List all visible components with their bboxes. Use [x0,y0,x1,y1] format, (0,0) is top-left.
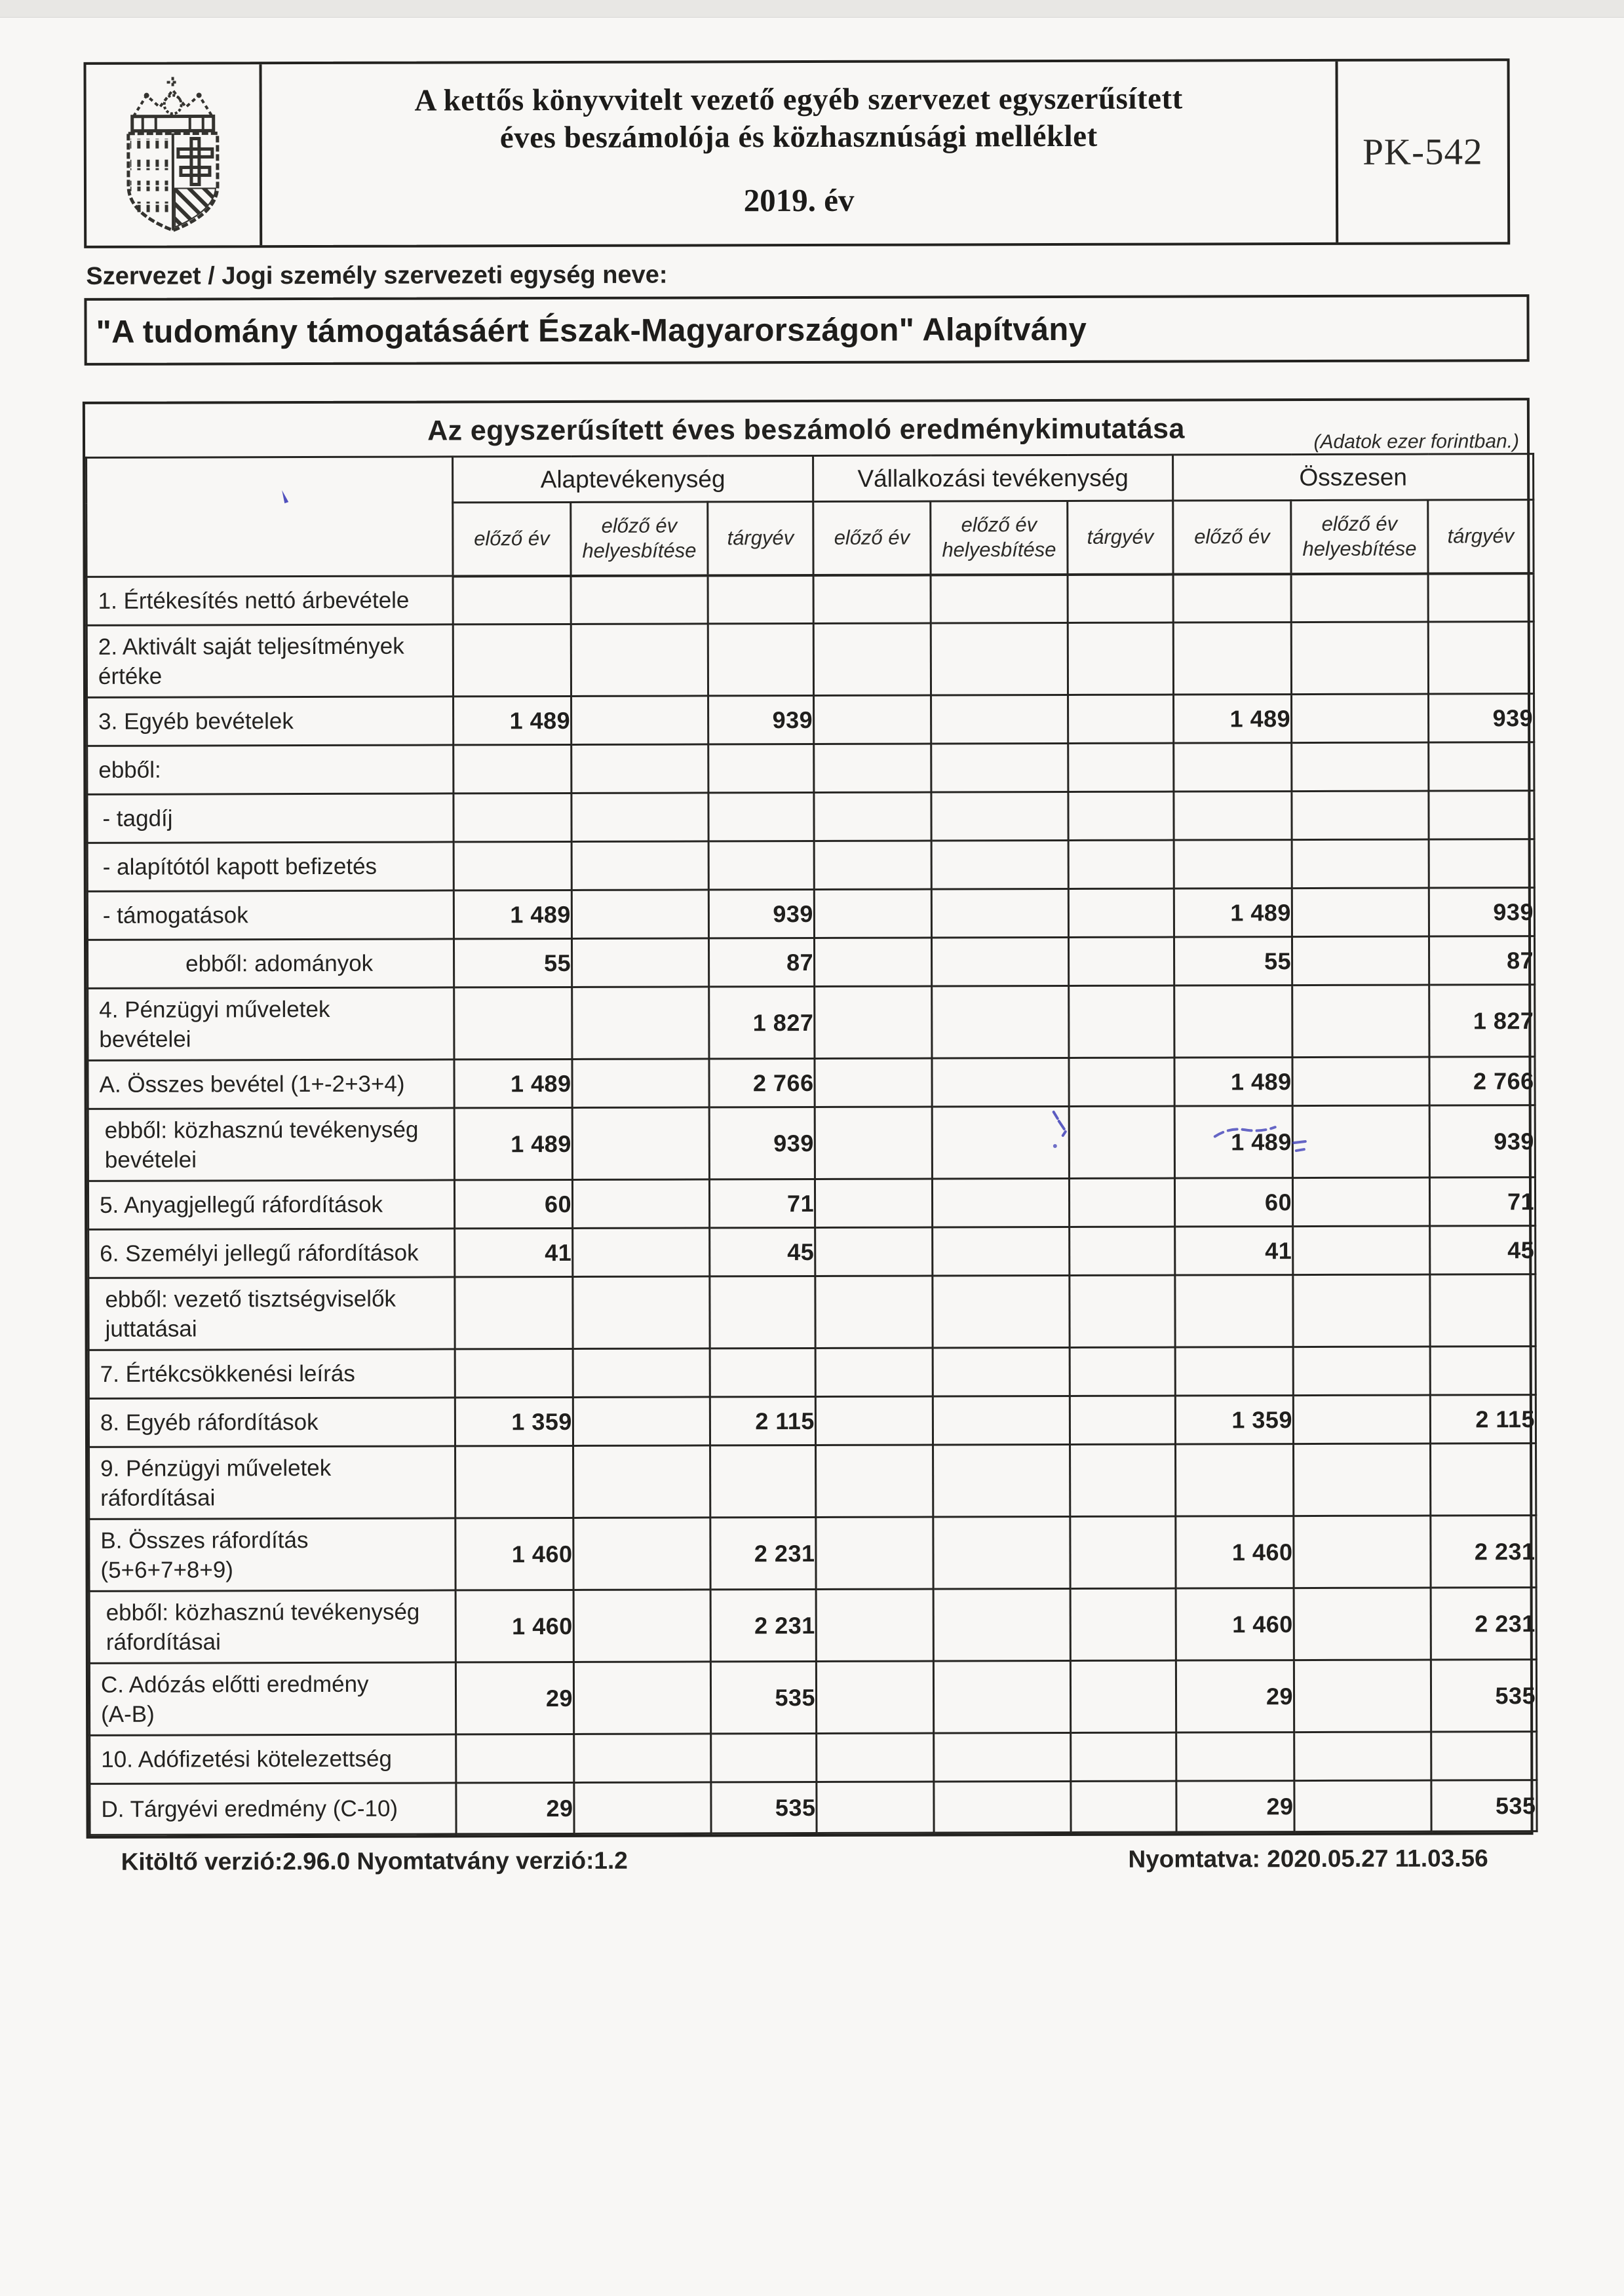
value-cell [933,1396,1070,1445]
value-cell [815,1179,932,1227]
column-subheader: előző év [453,502,571,575]
value-cell [931,622,1068,695]
row-label: ebből: közhasznú tevékenység bevételei [88,1108,454,1181]
value-cell [1070,1347,1175,1396]
column-subheader: előző év helyesbítése [1291,500,1428,574]
value-cell [573,1397,710,1446]
table-row [87,936,1534,989]
value-cell: 1 489 [1174,695,1292,743]
value-cell [1173,574,1291,622]
value-cell [711,1733,817,1782]
value-cell [708,575,813,623]
value-cell: 45 [710,1227,815,1276]
value-cell [571,841,708,890]
value-cell: 535 [710,1661,816,1733]
value-cell [931,792,1068,841]
value-cell [813,623,931,695]
value-cell [814,938,931,986]
value-cell: 1 460 [455,1590,573,1662]
value-cell [1429,742,1534,791]
value-cell [710,1445,816,1517]
value-cell [1069,1106,1174,1178]
value-cell [933,1347,1070,1396]
value-cell [932,1178,1069,1227]
value-cell: 939 [1429,694,1534,742]
value-cell [1430,1274,1536,1347]
value-cell [1293,1274,1430,1347]
value-cell: 1 460 [1176,1516,1294,1588]
value-cell [1292,694,1429,743]
value-cell [934,1732,1071,1782]
value-cell [815,986,932,1058]
value-cell [1068,889,1174,937]
value-cell [1291,573,1428,622]
form-title [262,80,1336,157]
table-row [87,622,1534,698]
value-cell [573,1228,710,1277]
value-cell [574,1734,711,1783]
value-cell: 45 [1430,1226,1536,1274]
row-label: 7. Értékcsökkenési leírás [88,1349,455,1398]
column-subheader: előző év [813,501,931,575]
value-cell [1294,1516,1431,1588]
table-row [89,1660,1536,1736]
value-cell: 55 [454,938,571,987]
value-cell [573,1445,710,1518]
row-label: 9. Pénzügyi műveletek ráfordításai [89,1446,455,1519]
value-cell [1292,888,1429,937]
value-cell [1294,1732,1431,1781]
value-cell [816,1445,933,1517]
value-cell [1069,985,1174,1058]
value-cell [816,1661,933,1733]
value-cell: 939 [708,889,814,938]
table-row [88,985,1535,1061]
value-cell: 41 [455,1228,573,1276]
row-label: D. Tárgyévi eredmény (C-10) [90,1783,456,1835]
value-cell [1068,622,1173,695]
value-cell [572,1179,709,1229]
value-cell: 1 489 [1174,1106,1292,1178]
value-cell [1068,937,1174,985]
value-cell [1430,1347,1536,1395]
value-cell [708,841,814,889]
value-cell [816,1589,933,1661]
value-cell [573,1276,710,1349]
footer-print-timestamp: Nyomtatva: 2020.05.27 11.03.56 [1128,1845,1488,1873]
row-label: 1. Értékesítés nettó árbevétele [87,576,453,625]
value-cell [573,1662,710,1734]
value-cell [572,1107,709,1180]
footer-version-info: Kitöltő verzió:2.96.0 Nyomtatvány verzió:1.2 [121,1846,628,1875]
value-cell: 87 [1429,936,1535,985]
form-title-cell [262,62,1336,245]
value-cell: 2 231 [1431,1516,1536,1588]
value-cell [814,889,931,938]
value-cell [571,890,708,939]
form-code-cell [1335,61,1507,242]
value-cell: 2 766 [709,1058,815,1107]
value-cell [933,1516,1070,1589]
row-label: ebből: [87,745,454,794]
value-cell: 41 [1175,1227,1293,1275]
value-cell: 1 460 [1176,1588,1294,1660]
value-cell [932,1058,1069,1107]
value-cell [574,1782,711,1834]
value-cell [1292,985,1429,1058]
value-cell: 71 [1429,1177,1535,1226]
value-cell [1293,1226,1430,1275]
row-label: ebből: vezető tisztségviselők juttatásai [88,1277,455,1350]
value-cell [815,1058,932,1107]
value-cell [1069,1058,1174,1106]
value-cell [572,987,709,1060]
row-label: - alapítótól kapott befizetés [87,842,454,891]
value-cell [814,695,931,744]
value-cell [1069,1178,1174,1227]
column-subheader: előző év helyesbítése [931,501,1068,575]
value-cell [1429,839,1534,888]
value-cell [1174,743,1292,792]
organization-name: "A tudomány támogatásáért Észak-Magyarországon" Alapítvány [96,311,1087,350]
value-cell: 2 115 [1430,1395,1536,1444]
value-cell [454,987,572,1059]
value-cell [455,1276,573,1349]
row-label: B. Összes ráfordítás (5+6+7+8+9) [89,1518,455,1591]
value-cell [931,937,1068,986]
column-subheader: előző év [1173,501,1291,574]
value-cell [933,1275,1070,1348]
value-cell [932,1106,1069,1179]
income-statement-title: Az egyszerűsített éves beszámoló eredménykimutatása [427,413,1185,447]
value-cell [1068,695,1174,743]
value-cell [933,1227,1070,1276]
value-cell [933,1660,1070,1733]
value-cell [1070,1396,1175,1444]
value-cell [573,1518,710,1590]
row-label: 4. Pénzügyi műveletek bevételei [88,987,454,1060]
value-cell [453,575,571,624]
value-cell [931,889,1068,938]
column-subheader: tárgyév [708,501,813,575]
value-cell: 1 489 [1174,1058,1292,1106]
form-code: PK-542 [1363,130,1483,173]
value-cell [710,1348,815,1396]
row-label: 5. Anyagjellegű ráfordítások [88,1180,454,1229]
value-cell [455,1349,573,1397]
value-cell [931,840,1068,889]
value-cell [454,841,571,890]
value-cell [931,743,1068,792]
value-cell: 2 231 [710,1589,816,1661]
value-cell [932,985,1069,1058]
value-cell [814,841,931,889]
table-row [88,1057,1535,1109]
value-cell [815,1107,932,1179]
column-subheader: tárgyév [1428,500,1534,573]
value-cell [1294,1588,1431,1660]
column-group-header: Alaptevékenység [453,455,813,502]
value-cell [1174,985,1292,1058]
value-cell [455,1445,573,1518]
value-cell [1174,792,1292,840]
value-cell [1068,743,1174,792]
value-cell [931,695,1068,744]
value-cell [1294,1444,1431,1516]
value-cell [571,624,708,697]
value-cell: 1 460 [455,1518,573,1590]
value-cell [1174,840,1292,889]
value-cell: 2 115 [710,1396,815,1445]
value-cell: 2 766 [1429,1057,1535,1105]
value-cell: 939 [709,1107,815,1179]
value-cell [815,1396,933,1445]
value-cell: 2 231 [710,1517,816,1589]
table-row [88,1177,1535,1230]
row-label: - támogatások [87,890,454,940]
value-cell: 1 359 [455,1397,573,1445]
value-cell [817,1782,934,1833]
table-row [89,1444,1536,1520]
value-cell [1071,1781,1176,1832]
value-cell [815,1227,933,1276]
value-cell: 535 [1431,1660,1536,1732]
table-row [87,694,1534,746]
value-cell [931,574,1068,623]
column-group-header: Összesen [1173,454,1534,501]
table-row [88,1226,1536,1278]
value-cell [934,1781,1071,1833]
column-subheader: előző év helyesbítése [571,502,708,576]
table-row [89,1516,1536,1592]
value-cell [1293,1347,1430,1396]
hungarian-coat-of-arms-icon [109,75,238,235]
value-cell: 60 [1174,1178,1292,1227]
value-cell [1428,573,1534,622]
value-cell [1071,1732,1176,1781]
income-statement-title-row [85,400,1527,457]
value-cell [1176,1444,1294,1516]
row-label: 6. Személyi jellegű ráfordítások [88,1229,455,1278]
row-label: ebből: adományok [87,939,454,988]
table-row [87,573,1534,626]
value-cell [1293,1395,1430,1444]
value-cell: 2 231 [1431,1588,1536,1660]
value-cell [1176,1732,1294,1781]
value-cell: 29 [1176,1781,1294,1832]
value-cell [1070,1275,1175,1347]
value-cell [1292,1177,1429,1227]
value-cell [1070,1227,1175,1275]
table-row [88,1347,1536,1399]
value-cell [573,1349,710,1398]
table-row [90,1732,1537,1784]
value-cell [454,793,571,841]
row-label: 3. Egyéb bevételek [87,697,454,746]
value-cell [816,1517,933,1589]
value-cell: 1 489 [454,1059,572,1107]
value-cell [571,696,708,745]
value-cell [1429,791,1534,839]
value-cell: 29 [456,1782,574,1833]
value-cell [1294,1660,1431,1732]
value-cell [453,624,571,696]
table-row [88,1395,1536,1447]
value-cell: 535 [1431,1780,1537,1831]
value-cell [571,793,708,842]
value-cell [1070,1588,1176,1660]
value-cell: 939 [708,695,814,744]
value-cell [1292,839,1429,889]
table-row [88,1274,1536,1350]
value-cell: 29 [1176,1660,1294,1732]
value-cell: 60 [454,1179,572,1228]
value-cell [1292,742,1429,792]
value-cell [708,792,814,841]
row-label: ebből: közhasznú tevékenység ráfordításai [89,1590,455,1663]
value-cell: 71 [709,1179,815,1227]
value-cell: 1 489 [1174,889,1292,937]
value-cell: 87 [708,938,814,986]
row-label-header-cell [87,457,453,577]
value-cell [571,575,708,624]
value-cell: 939 [1429,1105,1535,1177]
table-row [87,791,1534,843]
value-cell [708,744,814,792]
logo-cell [87,64,263,246]
value-cell [1431,1732,1537,1780]
value-cell [1070,1660,1176,1732]
value-cell [573,1590,710,1662]
organization-name-box [84,294,1529,366]
value-cell [571,744,708,794]
value-cell [1070,1516,1176,1588]
value-cell [708,623,813,695]
value-cell [814,744,931,792]
value-cell: 535 [711,1782,817,1833]
column-subheader: tárgyév [1068,501,1173,574]
table-row [90,1780,1537,1835]
value-cell [1175,1275,1293,1347]
value-cell [933,1588,1070,1661]
value-cell [1292,1105,1429,1178]
value-cell: 1 489 [454,696,571,744]
value-cell [571,938,708,987]
row-label: - tagdíj [87,794,454,843]
value-cell [1175,1347,1293,1396]
row-label: 8. Egyéb ráfordítások [88,1398,455,1447]
form-year: 2019. év [743,182,855,219]
value-cell: 1 489 [454,1107,572,1179]
value-cell [710,1276,815,1348]
value-cell: 939 [1429,888,1534,936]
form-title-line2: éves beszámolója és közhasznúsági melléklet [499,119,1098,155]
column-group-row [87,454,1534,504]
value-cell [1068,792,1174,840]
value-cell [1068,574,1173,622]
value-cell [1431,1444,1536,1516]
value-cell [933,1444,1070,1517]
value-cell [572,1059,709,1108]
value-cell [456,1734,574,1782]
value-cell: 29 [455,1662,573,1734]
row-label: 10. Adófizetési kötelezettség [90,1734,456,1784]
row-label: C. Adózás előtti eredmény (A-B) [89,1662,455,1735]
value-cell [815,1348,933,1396]
income-statement-table [85,453,1538,1836]
form-header-box [83,58,1510,248]
value-cell [454,744,571,793]
value-cell: 1 489 [454,890,571,938]
value-cell [817,1733,934,1782]
value-cell [1070,1444,1176,1516]
value-cell [1292,1057,1429,1106]
value-cell: 55 [1174,937,1292,985]
row-label: A. Összes bevétel (1+-2+3+4) [88,1060,454,1109]
value-cell [1428,622,1534,694]
table-row [88,1105,1535,1181]
table-row [87,742,1534,795]
value-cell: 1 359 [1175,1396,1293,1444]
table-row [89,1588,1536,1664]
value-cell [1294,1780,1431,1832]
value-cell [814,792,931,841]
value-cell [815,1276,933,1348]
value-cell [1068,840,1174,889]
table-row [87,839,1534,892]
value-cell [813,575,931,623]
value-cell [1292,791,1429,840]
income-statement-box [83,398,1534,1839]
form-title-line1: A kettős könyvvitelt vezető egyéb szervezet egyszerűsített [414,81,1183,118]
value-cell: 1 827 [1429,985,1535,1057]
column-group-header: Vállalkozási tevékenység [813,455,1173,501]
table-row [87,888,1534,940]
value-cell [1291,622,1428,695]
value-cell: 1 827 [709,986,815,1058]
value-cell [1292,936,1429,985]
value-cell [1173,622,1291,695]
row-label: 2. Aktivált saját teljesítmények értéke [87,624,453,697]
organization-name-label: Szervezet / Jogi személy szervezeti egység neve: [86,261,668,290]
unit-note: (Adatok ezer forintban.) [1313,430,1520,453]
